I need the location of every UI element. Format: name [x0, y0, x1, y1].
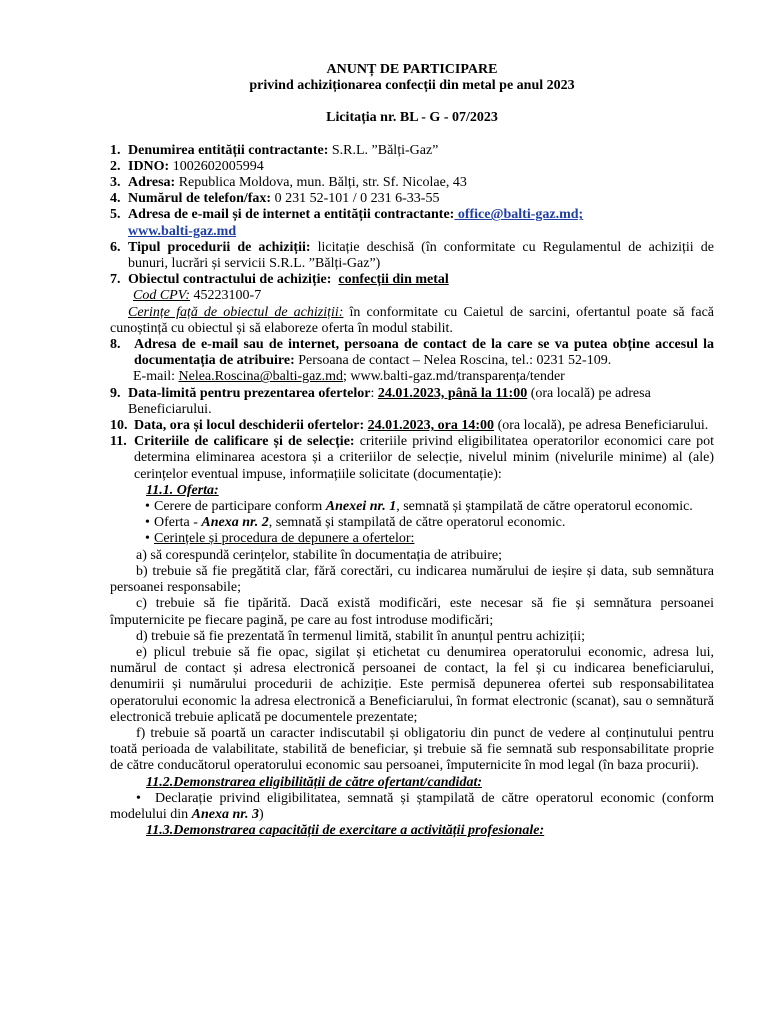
item-1: 1. Denumirea entității contractante: S.R.L. ”Bălți-Gaz”: [110, 142, 439, 158]
requirements-line: [110, 305, 714, 337]
document-title: ANUNȚ DE PARTICIPARE: [326, 62, 498, 77]
item-5: 5. Adresa de e-mail și de internet a entității contractante: office@balti-gaz.md; www.balti-gaz.md: [110, 207, 584, 239]
cpv-line: [110, 288, 714, 304]
item-10-value: (ora locală), pe adresa Beneficiarului.: [494, 418, 709, 434]
item-2-value: 1002602005994: [169, 158, 264, 174]
declaration-bullet: • Declarație privind eligibilitatea, semnată și ștampilată de către operatorul economic (conform modelului din Anexa nr. 3): [110, 790, 714, 822]
req-c: c) trebuie să fie tipărită. Dacă există modificări, este necesar să fie și semnătura persoanei împuternicite pe fiecare pagină, pe care au fost introduse modificări;: [110, 596, 714, 628]
req-f: f) trebuie să poartă un caracter indiscutabil și obligatoriu din punct de vedere al conținutului pentru toată perioada de valabilitate, stabilită de beneficiar, și trebuie să fie semnată sub responsabilitate proprie de către conducătorul operatorului economic sau persoanei, împuternicite în mod legal (în baza procurii).: [110, 725, 714, 774]
item-8-email-line: E-mail: Nelea.Roscina@balti-gaz.md; www.balti-gaz.md/transparența/tender: [133, 369, 565, 385]
item-9-label: Data-limită pentru prezentarea ofertelor: [128, 385, 371, 401]
item-3-value: Republica Moldova, mun. Bălți, str. Sf. Nicolae, 43: [175, 175, 467, 191]
website-link[interactable]: www.balti-gaz.md: [128, 223, 237, 239]
item-10-label: Data, ora și locul deschiderii ofertelor:: [134, 418, 365, 434]
document-subtitle: privind achiziționarea confecții din metal pe anul 2023: [249, 78, 575, 94]
item-1-label: Denumirea entității contractante:: [128, 142, 329, 158]
item-8-value: Persoana de contact – Nelea Roscina, tel.: 0231 52-109.: [294, 353, 612, 369]
item-3: 3. Adresa: Republica Moldova, mun. Bălți, str. Sf. Nicolae, 43: [110, 175, 467, 191]
section-11-2-title: 11.2.Demonstrarea eligibilității de către ofertant/candidat:: [146, 774, 482, 790]
item-3-label: Adresa:: [128, 175, 176, 191]
item-1-value: S.R.L. ”Bălți-Gaz”: [328, 142, 439, 158]
item-7: 7. Obiectul contractului de achiziție: confecții din metal: [110, 272, 449, 288]
item-2: 2. IDNO: 1002602005994: [110, 158, 264, 174]
item-7-label: Obiectul contractului de achiziție:: [128, 272, 332, 288]
requirements-label: Cerințe față de obiectul de achiziții:: [128, 304, 344, 320]
item-6-label: Tipul procedurii de achiziții:: [128, 239, 311, 255]
req-b: b) trebuie să fie pregătită clar, fără corectări, cu indicarea numărului de ieșire și data, sub semnătura persoanei responsabile;: [110, 563, 714, 596]
item-11-label: Criteriile de calificare și de selecție:: [134, 434, 355, 450]
item-10: 10. Data, ora și locul deschiderii ofertelor: 24.01.2023, ora 14:00 (ora locală), pe adresa Beneficiarului.: [110, 418, 709, 434]
contact-email-link[interactable]: Nelea.Roscina@balti-gaz.md: [178, 369, 343, 385]
cpv-label: Cod CPV:: [133, 288, 191, 304]
bullet-cerere: • Cerere de participare conform Anexei nr. 1, semnată și ștampilată de către operatorul economic.: [145, 499, 693, 515]
item-7-value: confecții din metal: [338, 272, 449, 288]
item-4-value: 0 231 52-101 / 0 231 6-33-55: [271, 191, 440, 207]
section-11-3-title: 11.3.Demonstrarea capacității de exercitare a activității profesionale:: [146, 823, 545, 839]
requirements-value: în conformitate cu Caietul de sarcini, ofertantul poate să facă cunoștință cu obiectul și să elaboreze oferta în modul stabilit.: [110, 304, 714, 336]
item-4: 4. Numărul de telefon/fax: 0 231 52-101 / 0 231 6-33-55: [110, 191, 440, 207]
item-6-value: licitație deschisă (în conformitate cu Regulamentul de achiziții de bunuri, lucrări și servicii S.R.L. ”Bălți-Gaz”): [128, 239, 714, 272]
document-page: [110, 62, 714, 839]
item-9-value: (ora locală) pe adresa Beneficiarului.: [128, 385, 651, 417]
bullet-cerinte: • Cerințele și procedura de depunere a ofertelor:: [145, 531, 415, 547]
item-8: 8. Adresa de e-mail sau de internet, persoana de contact de la care se va putea obține accesul la documentația de atribuire: Persoana de contact – Nelea Roscina, tel.: 0231 52-109.: [110, 337, 714, 369]
cpv-value: 45223100-7: [190, 288, 262, 304]
item-2-label: IDNO:: [128, 158, 170, 174]
item-11: 11. Criteriile de calificare și de selecție: criteriile privind eligibilitatea operatorilor economici care pot determina eliminarea acestora și a criteriilor de selecție, nivelul minim (nivelurile minime) al (ale) cerințelor eventual impuse, informațiile solicitate (documentație):: [110, 434, 714, 482]
item-8-label: Adresa de e-mail sau de internet, persoana de contact de la care se va putea obține accesul la documentația de atribuire:: [134, 337, 714, 369]
item-5-label: Adresa de e-mail și de internet a entității contractante:: [128, 207, 455, 223]
req-e: e) plicul trebuie să fie opac, sigilat și etichetat cu denumirea operatorului economic, adresa lui, numărul de contact și adresa electronică persoanei de contact, la fel și cu indicarea beneficiarului, denumirii și numărului procedurii de achiziție. Este permisă depunerea ofertei sub responsabilitatea operatorului economic la adresa electronică a Beneficiarului, în format electronic (scanat), sau o semnătură electronică trebuie aplicată pe documentele prezentate;: [110, 644, 714, 725]
tender-number: Licitația nr. BL - G - 07/2023: [326, 110, 498, 126]
bullet-oferta: • Oferta - Anexa nr. 2, semnată și stampilată de către operatorul economic.: [145, 515, 566, 531]
item-4-label: Numărul de telefon/fax:: [128, 191, 272, 207]
item-11-value: criteriile privind eligibilitatea operatorilor economici care pot determina eliminarea acestora și a criteriilor de selecție, nivelul minim (nivelurile minime) al (ale) cerințelor eventual impuse, informațiile solicitate (documentație):: [134, 434, 714, 482]
item-6: 6. Tipul procedurii de achiziții: licitație deschisă (în conformitate cu Regulamentul de achiziții de bunuri, lucrări și servicii S.R.L. ”Bălți-Gaz”): [110, 239, 714, 272]
req-d: d) trebuie să fie prezentată în termenul limită, stabilit în anunțul pentru achiziții;: [136, 628, 586, 644]
opening-datetime: 24.01.2023, ora 14:00: [367, 418, 495, 434]
item-9: 9. Data-limită pentru prezentarea ofertelor: 24.01.2023, până la 11:00 (ora locală) pe adresa Beneficiarului.: [110, 385, 651, 417]
email-link[interactable]: office@balti-gaz.md;: [454, 207, 584, 223]
req-a: a) să corespundă cerințelor, stabilite în documentația de atribuire;: [136, 547, 503, 563]
submission-deadline: 24.01.2023, până la 11:00: [377, 385, 528, 401]
section-11-1-title: 11.1. Oferta:: [146, 482, 219, 498]
